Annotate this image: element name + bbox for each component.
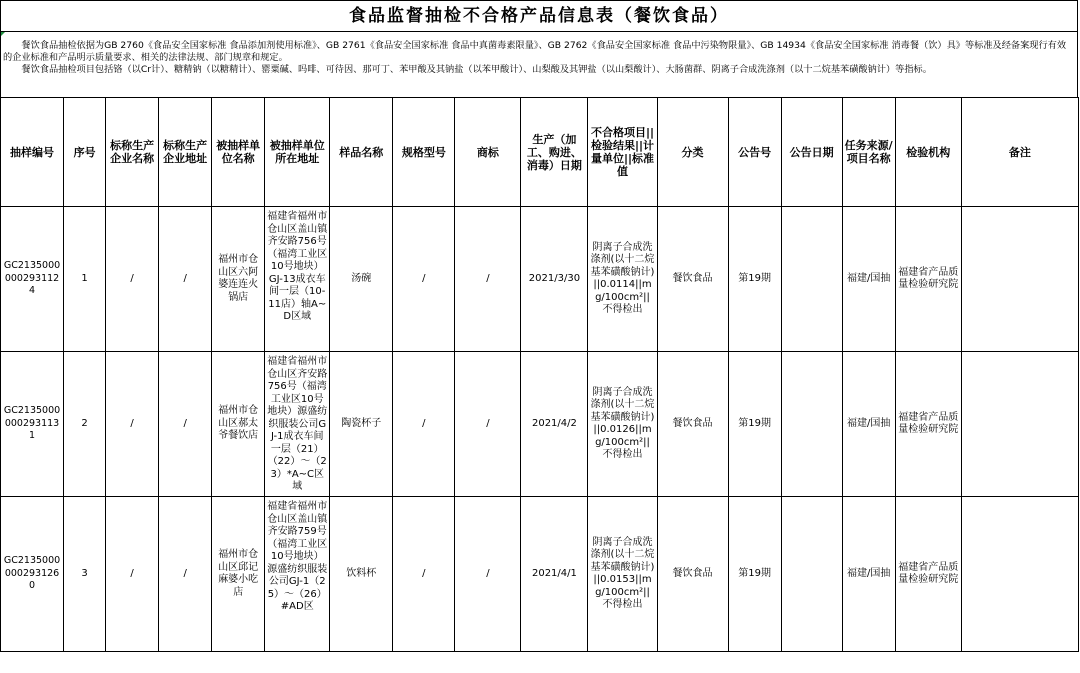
table-row: [1, 207, 1079, 352]
cell-mfr-name[interactable]: /: [106, 352, 159, 497]
col-header[interactable]: 序号: [64, 98, 106, 207]
data-table: [0, 97, 1079, 652]
cell-remark[interactable]: [961, 207, 1078, 352]
cell-mfr-addr[interactable]: /: [159, 497, 212, 652]
cell-notice-date[interactable]: [781, 497, 842, 652]
cell-code[interactable]: GC21350000002931124: [1, 207, 64, 352]
cell-fail[interactable]: 阴离子合成洗涤剂(以十二烷基苯磺酸钠计)||0.0153||mg/100cm²||不得检出: [588, 497, 657, 652]
cell-unit-addr[interactable]: 福建省福州市仓山区盖山镇齐安路756号（福湾工业区10号地块）GJ-13成衣车间一层（10-11店）轴A~D区域: [265, 207, 330, 352]
col-header[interactable]: 规格型号: [393, 98, 455, 207]
cell-category[interactable]: 餐饮食品: [657, 352, 728, 497]
cell-lab[interactable]: 福建省产品质量检验研究院: [895, 207, 961, 352]
cell-sample[interactable]: 饮料杯: [330, 497, 393, 652]
col-header[interactable]: 被抽样单位所在地址: [265, 98, 330, 207]
cell-sample[interactable]: 汤碗: [330, 207, 393, 352]
col-header[interactable]: 分类: [657, 98, 728, 207]
header-row: [1, 98, 1079, 207]
cell-task[interactable]: 福建/国抽: [842, 352, 895, 497]
cell-category[interactable]: 餐饮食品: [657, 207, 728, 352]
cell-notice-no[interactable]: 第19期: [728, 352, 781, 497]
cell-date[interactable]: 2021/4/2: [521, 352, 588, 497]
cell-date[interactable]: 2021/3/30: [521, 207, 588, 352]
cell-fail[interactable]: 阴离子合成洗涤剂(以十二烷基苯磺酸钠计)||0.0126||mg/100cm²||不得检出: [588, 352, 657, 497]
cell-spec[interactable]: /: [393, 497, 455, 652]
col-header[interactable]: 商标: [455, 98, 521, 207]
col-header[interactable]: 抽样编号: [1, 98, 64, 207]
col-header[interactable]: 检验机构: [895, 98, 961, 207]
cell-notice-date[interactable]: [781, 352, 842, 497]
cell-notice-date[interactable]: [781, 207, 842, 352]
cell-unit-addr[interactable]: 福建省福州市仓山区盖山镇齐安路759号（福湾工业区10号地块）源盛纺织服装公司GJ-1（25）～（26）#AD区: [265, 497, 330, 652]
cell-notice-no[interactable]: 第19期: [728, 497, 781, 652]
cell-lab[interactable]: 福建省产品质量检验研究院: [895, 497, 961, 652]
page-title: 食品监督抽检不合格产品信息表（餐饮食品）: [0, 0, 1078, 32]
cell-remark[interactable]: [961, 352, 1078, 497]
col-header[interactable]: 备注: [961, 98, 1078, 207]
intro-text: [0, 31, 1078, 97]
cell-brand[interactable]: /: [455, 497, 521, 652]
cell-fail[interactable]: 阴离子合成洗涤剂(以十二烷基苯磺酸钠计)||0.0114||mg/100cm²||不得检出: [588, 207, 657, 352]
cell-unit-name[interactable]: 福州市仓山区邱记麻婆小吃店: [212, 497, 265, 652]
col-header[interactable]: 公告日期: [781, 98, 842, 207]
table-row: [1, 352, 1079, 497]
cell-seq[interactable]: 2: [64, 352, 106, 497]
cell-mfr-addr[interactable]: /: [159, 207, 212, 352]
cell-mfr-name[interactable]: /: [106, 207, 159, 352]
cell-code[interactable]: GC21350000002931131: [1, 352, 64, 497]
cell-remark[interactable]: [961, 497, 1078, 652]
cell-lab[interactable]: 福建省产品质量检验研究院: [895, 352, 961, 497]
cell-mfr-addr[interactable]: /: [159, 352, 212, 497]
intro-line-2: 餐饮食品抽检项目包括铬（以Cr计）、糖精钠（以糖精计）、罂粟碱、吗啡、可待因、那可丁、苯甲酸及其钠盐（以苯甲酸计）、山梨酸及其钾盐（以山梨酸计）、大肠菌群、阴离子合成洗涤剂（以十二烷基苯磺酸钠计）等指标。: [21, 64, 932, 75]
col-header[interactable]: 被抽样单位名称: [212, 98, 265, 207]
cell-brand[interactable]: /: [455, 207, 521, 352]
table-row: [1, 497, 1079, 652]
cell-date[interactable]: 2021/4/1: [521, 497, 588, 652]
col-header[interactable]: 不合格项目||检验结果||计量单位||标准值: [588, 98, 657, 207]
cell-code[interactable]: GC21350000002931260: [1, 497, 64, 652]
col-header[interactable]: 任务来源/项目名称: [842, 98, 895, 207]
col-header[interactable]: 标称生产企业名称: [106, 98, 159, 207]
cell-seq[interactable]: 3: [64, 497, 106, 652]
cell-spec[interactable]: /: [393, 352, 455, 497]
cell-seq[interactable]: 1: [64, 207, 106, 352]
cell-category[interactable]: 餐饮食品: [657, 497, 728, 652]
cell-unit-name[interactable]: 福州市仓山区六阿婆连连火锅店: [212, 207, 265, 352]
cell-task[interactable]: 福建/国抽: [842, 207, 895, 352]
cell-task[interactable]: 福建/国抽: [842, 497, 895, 652]
cell-brand[interactable]: /: [455, 352, 521, 497]
cell-spec[interactable]: /: [393, 207, 455, 352]
cell-mfr-name[interactable]: /: [106, 497, 159, 652]
col-header[interactable]: 样品名称: [330, 98, 393, 207]
cell-unit-addr[interactable]: 福建省福州市仓山区齐安路756号（福湾工业区10号地块）源盛纺织服装公司GJ-1成衣车间一层（21）（22）～（23）*A~C区域: [265, 352, 330, 497]
intro-line-1: 餐饮食品抽检依据为GB 2760《食品安全国家标准 食品添加剂使用标准》、GB 2761《食品安全国家标准 食品中真菌毒素限量》、GB 2762《食品安全国家标准 食品中污染物限量》、GB 14934《食品安全国家标准 消毒餐（饮）具》等标准及经备案现行有效的企业标准和产品明示质量要求、相关的法律法规、部门规章和规定。: [3, 40, 1067, 63]
col-header[interactable]: 公告号: [728, 98, 781, 207]
col-header[interactable]: 标称生产企业地址: [159, 98, 212, 207]
cell-unit-name[interactable]: 福州市仓山区郝太爷餐饮店: [212, 352, 265, 497]
cell-notice-no[interactable]: 第19期: [728, 207, 781, 352]
col-header[interactable]: 生产（加工、购进、消毒）日期: [521, 98, 588, 207]
cell-sample[interactable]: 陶瓷杯子: [330, 352, 393, 497]
